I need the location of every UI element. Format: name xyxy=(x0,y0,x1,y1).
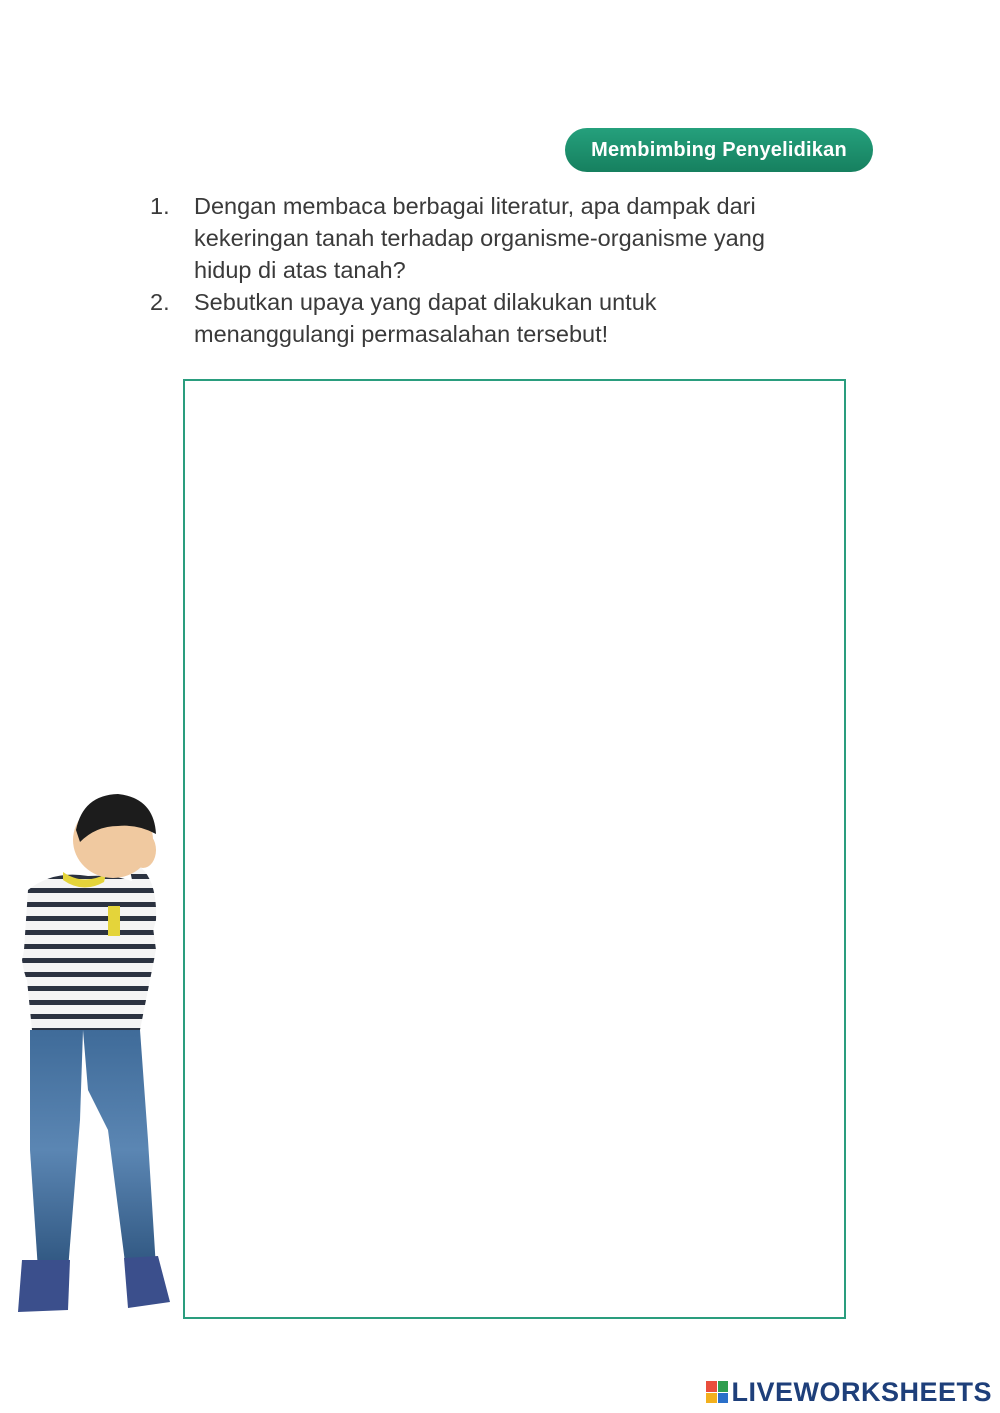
question-number: 1. xyxy=(150,193,170,219)
logo-mark-icon xyxy=(706,1381,728,1403)
thinking-boy-illustration xyxy=(8,790,178,1320)
question-item xyxy=(150,190,810,286)
question-list xyxy=(150,190,810,350)
question-text: Dengan membaca berbagai literatur, apa dampak dari kekeringan tanah terhadap organisme-organisme yang hidup di atas tanah? xyxy=(194,193,765,283)
liveworksheets-logo xyxy=(706,1376,992,1408)
answer-box[interactable] xyxy=(183,379,846,1319)
question-text: Sebutkan upaya yang dapat dilakukan untuk menanggulangi permasalahan tersebut! xyxy=(194,289,657,347)
question-item xyxy=(150,286,810,350)
section-badge: Membimbing Penyelidikan xyxy=(565,128,873,172)
logo-text: LIVEWORKSHEETS xyxy=(731,1376,992,1407)
question-number: 2. xyxy=(150,289,170,315)
